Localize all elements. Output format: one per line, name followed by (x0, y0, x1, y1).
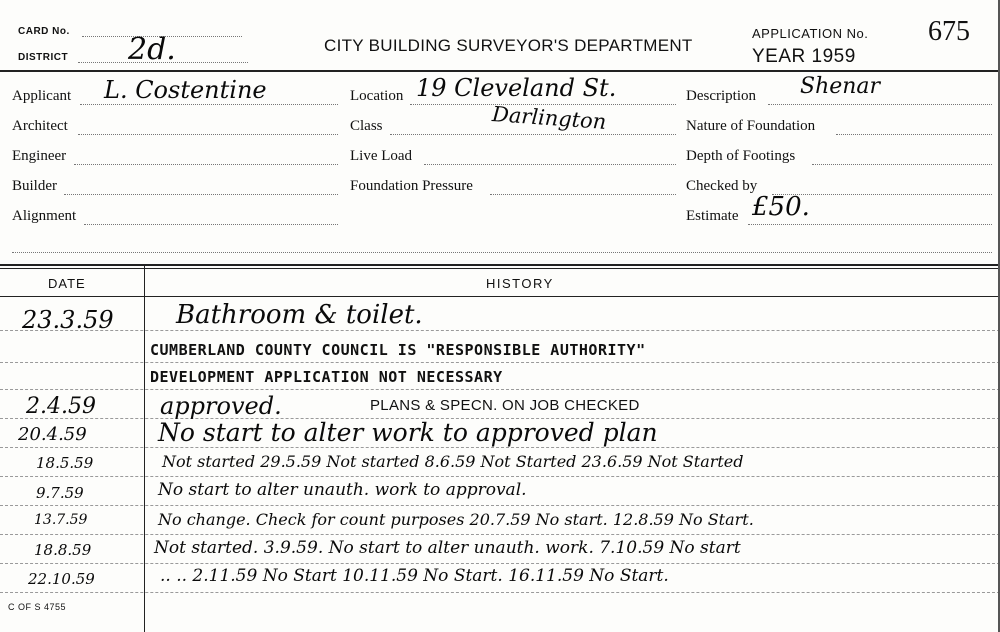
history-entry: .. .. 2.11.59 No Start 10.11.59 No Start. 16.11.59 No Start. (160, 566, 669, 586)
history-entry: Bathroom & toilet. (176, 300, 423, 330)
history-top-rule-2 (0, 268, 1000, 269)
builder-label: Builder (12, 178, 57, 194)
live-load-label: Live Load (350, 148, 413, 164)
district-label: DISTRICT (18, 52, 69, 63)
history-header: HISTORY (486, 276, 554, 291)
row-line (0, 592, 1000, 593)
header-rule (0, 70, 1000, 72)
engineer-label: Engineer (12, 148, 67, 164)
checked-by-label: Checked by (686, 178, 758, 194)
class-line (390, 134, 676, 135)
builder-line (64, 194, 338, 195)
row-line (0, 447, 1000, 448)
history-header-rule (0, 296, 1000, 297)
description-value: Shenar (800, 74, 881, 99)
estimate-label: Estimate (686, 208, 739, 224)
history-date: 18.8.59 (34, 541, 92, 559)
history-stamp-checked: PLANS & SPECN. ON JOB CHECKED (370, 397, 640, 414)
foundation-pressure-label: Foundation Pressure (350, 178, 473, 194)
row-line (0, 330, 1000, 331)
description-line (768, 104, 992, 105)
history-entry: No change. Check for count purposes 20.7.59 No start. 12.8.59 No Start. (158, 510, 754, 529)
history-entry: No start to alter work to approved plan (158, 418, 658, 447)
department-title: CITY BUILDING SURVEYOR'S DEPARTMENT (324, 36, 693, 55)
history-top-rule (0, 264, 1000, 266)
history-date: 9.7.59 (36, 484, 84, 502)
history-stamp-not-necessary: DEVELOPMENT APPLICATION NOT NECESSARY (150, 368, 503, 386)
card-no-label: CARD No. (18, 26, 70, 37)
applicant-line (80, 104, 338, 105)
date-header: DATE (48, 276, 86, 291)
location-value: 19 Cleveland St. (416, 74, 617, 102)
district-value: 2d. (128, 32, 176, 67)
history-date: 13.7.59 (34, 512, 88, 528)
architect-label: Architect (12, 118, 68, 134)
year-label: YEAR 1959 (752, 46, 856, 67)
depth-of-footings-line (812, 164, 992, 165)
history-entry: Not started. 3.9.59. No start to alter unauth. work. 7.10.59 No start (154, 538, 741, 558)
row-line (0, 534, 1000, 535)
fields-bottom-line (12, 252, 992, 253)
alignment-line (84, 224, 338, 225)
history-date: 23.3.59 (22, 306, 114, 334)
row-line (0, 389, 1000, 390)
nature-of-foundation-label: Nature of Foundation (686, 118, 816, 134)
row-line (0, 362, 1000, 363)
depth-of-footings-label: Depth of Footings (686, 148, 796, 164)
alignment-label: Alignment (12, 208, 77, 224)
row-line (0, 476, 1000, 477)
row-line (0, 563, 1000, 564)
application-number: 675 (928, 16, 970, 47)
applicant-label: Applicant (12, 88, 72, 104)
history-date: 2.4.59 (26, 394, 96, 419)
history-entry: No start to alter unauth. work to approval. (158, 480, 527, 500)
history-entry: Not started 29.5.59 Not started 8.6.59 Not Started 23.6.59 Not Started (162, 452, 744, 471)
history-date: 20.4.59 (18, 424, 87, 445)
history-stamp-responsible: CUMBERLAND COUNTY COUNCIL IS "RESPONSIBLE AUTHORITY" (150, 341, 646, 359)
nature-of-foundation-line (836, 134, 992, 135)
foundation-pressure-line (490, 194, 676, 195)
class-label: Class (350, 118, 383, 134)
architect-line (78, 134, 338, 135)
history-date: 18.5.59 (36, 454, 94, 472)
history-entry: approved. (160, 392, 282, 420)
live-load-line (424, 164, 676, 165)
engineer-line (74, 164, 338, 165)
estimate-value: £50. (752, 192, 810, 222)
date-column-divider (144, 266, 145, 632)
applicant-value: L. Costentine (104, 76, 267, 104)
description-label: Description (686, 88, 756, 104)
location-label: Location (350, 88, 404, 104)
row-line (0, 505, 1000, 506)
history-date: 22.10.59 (28, 570, 95, 588)
class-value: Darlington (491, 102, 608, 134)
form-code: C OF S 4755 (8, 602, 67, 612)
application-no-label: APPLICATION No. (752, 26, 869, 41)
estimate-line (748, 224, 992, 225)
